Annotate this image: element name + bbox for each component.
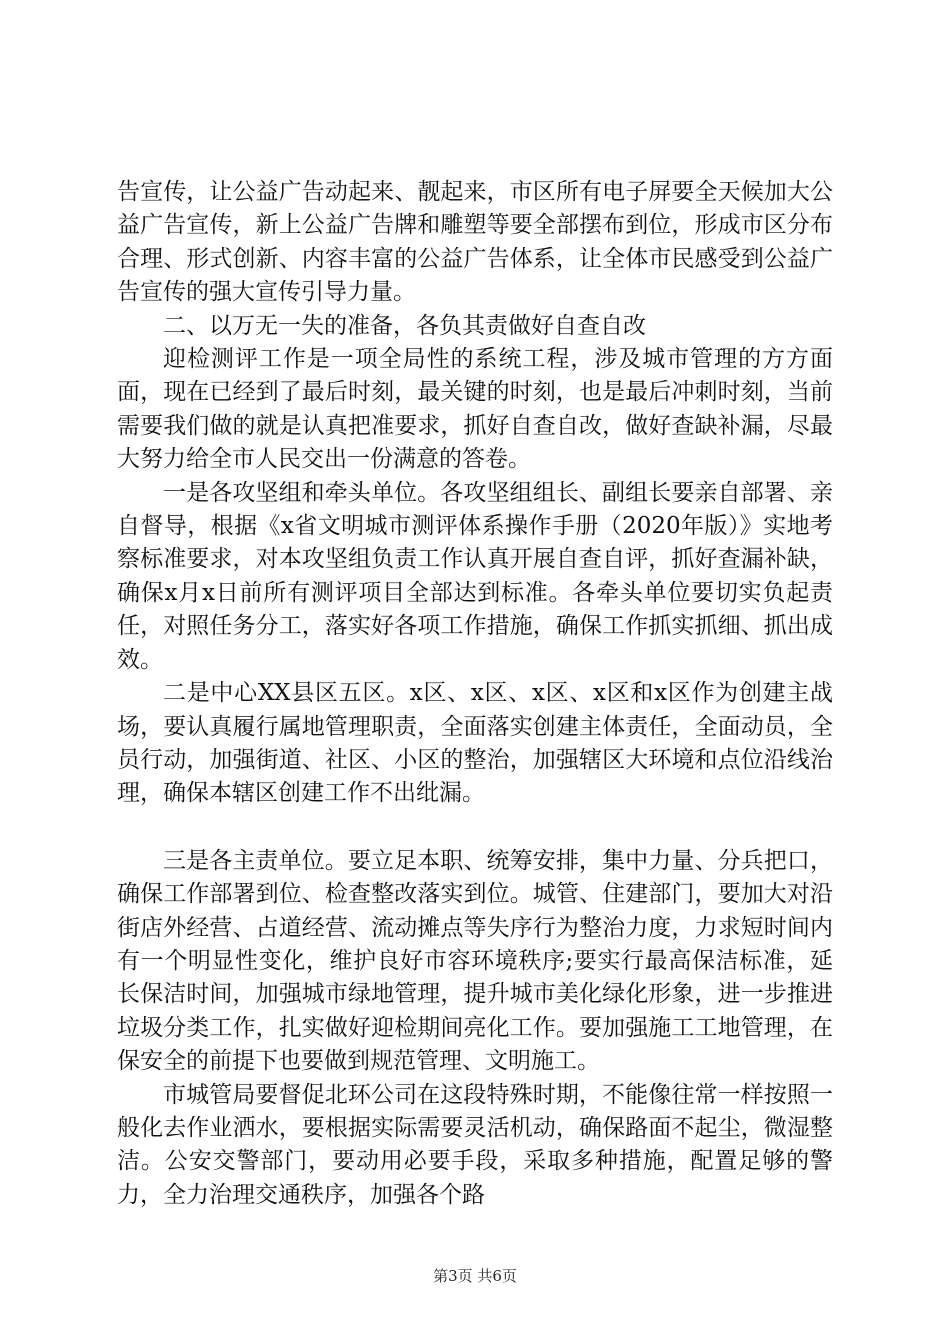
paragraph: 三是各主责单位。要立足本职、统筹安排，集中力量、分兵把口，确保工作部署到位、检查整改落实到位。城管、住建部门，要加大对沿街店外经营、占道经营、流动摊点等失序行为整治力度，力求短时间内有一个明显性变化，维护良好市容环境秩序;要实行最高保洁标准，延长保洁时间，加强城市绿地管理，提升城市美化绿化形象，进一步推进垃圾分类工作，扎实做好迎检期间亮化工作。要加强施工工地管理，在保安全的前提下也要做到规范管理、文明施工。 (117, 847, 833, 1075)
section-heading: 二、以万无一失的准备，各负其责做好自查自改 (163, 312, 646, 339)
paragraph-continuation: 告宣传，让公益广告动起来、靓起来，市区所有电子屏要全天候加大公益广告宣传，新上公益广告牌和雕塑等要全部摆布到位，形成市区分布合理、形式创新、内容丰富的公益广告体系，让全体市民感受到公益广告宣传的强大宣传引导力量。 (117, 179, 833, 306)
paragraph: 二是中心XX县区五区。x区、x区、x区、x区和x区作为创建主战场，要认真履行属地管理职责，全面落实创建主体责任，全面动员，全员行动，加强街道、社区、小区的整治，加强辖区大环境和点位沿线治理，确保本辖区创建工作不出纰漏。 (117, 680, 833, 807)
document-body (117, 176, 833, 1212)
paragraph: 迎检测评工作是一项全局性的系统工程，涉及城市管理的方方面面，现在已经到了最后时刻，最关键的时刻，也是最后冲刺时刻，当前需要我们做的就是认真把准要求，抓好自查自改，做好查缺补漏，尽最大努力给全市人民交出一份满意的答卷。 (117, 346, 833, 473)
page-footer: 第3页 共6页 (433, 1267, 517, 1285)
paragraph: 市城管局要督促北环公司在这段特殊时期，不能像往常一样按照一般化去作业洒水，要根据实际需要灵活机动，确保路面不起尘，微湿整洁。公安交警部门，要动用必要手段，采取多种措施，配置足够的警力，全力治理交通秩序，加强各个路 (117, 1081, 833, 1208)
paragraph: 一是各攻坚组和牵头单位。各攻坚组组长、副组长要亲自部署、亲自督导，根据《x省文明城市测评体系操作手册（2020年版）》实地考察标准要求，对本攻坚组负责工作认真开展自查自评，抓好查漏补缺，确保x月x日前所有测评项目全部达到标准。各牵头单位要切实负起责任，对照任务分工，落实好各项工作措施，确保工作抓实抓细、抓出成效。 (117, 479, 833, 673)
